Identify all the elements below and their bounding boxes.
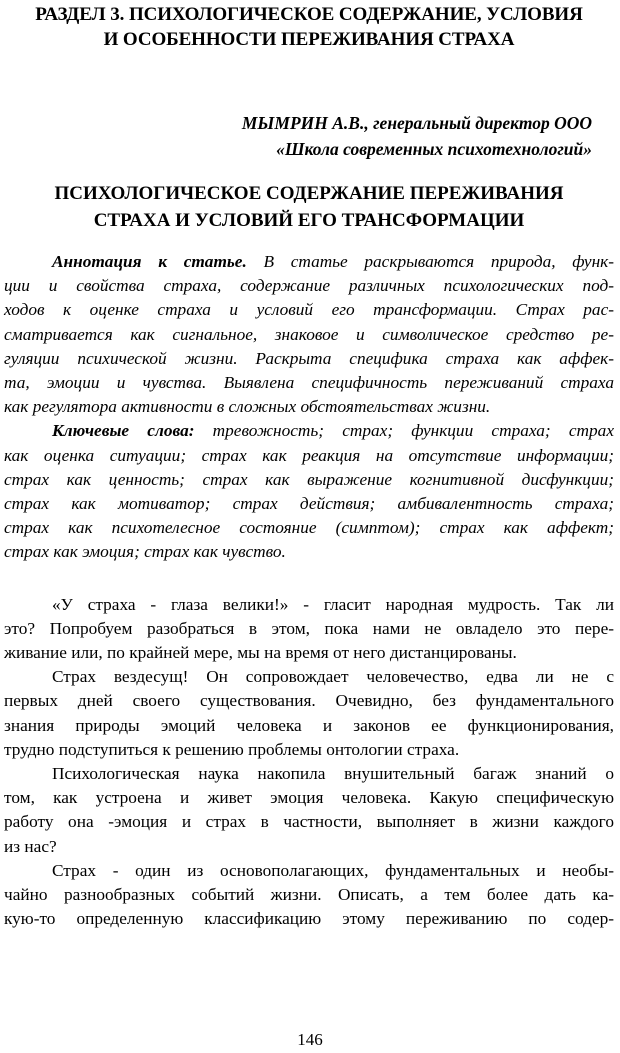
section-title-line: И ОСОБЕННОСТИ ПЕРЕЖИВАНИЯ СТРАХА	[103, 29, 515, 50]
abstract-block	[4, 250, 614, 565]
body-line: первых дней своего существования. Очевидно, без фундаментального	[4, 691, 614, 711]
section-title-line: РАЗДЕЛ 3. ПСИХОЛОГИЧЕСКОЕ СОДЕРЖАНИЕ, УСЛОВИЯ	[35, 4, 583, 25]
abstract-label: Аннотация к статье.	[52, 252, 247, 271]
body-line: Страх вездесущ! Он сопровождает человечество, едва ли не с	[52, 667, 614, 687]
abstract-line: гуляции психической жизни. Раскрыта специфика страха как аффек-	[4, 348, 614, 368]
article-title	[4, 180, 614, 234]
abstract-line: ходов к оценке страха и условий его трансформации. Страх рас-	[4, 300, 614, 320]
author-affiliation	[4, 110, 592, 162]
keywords-line: страх как психотелесное состояние (симптом); страх как аффект;	[4, 518, 614, 538]
abstract-line: та, эмоции и чувства. Выявлена специфичность переживаний страха	[4, 373, 614, 393]
article-title-line: ПСИХОЛОГИЧЕСКОЕ СОДЕРЖАНИЕ ПЕРЕЖИВАНИЯ	[54, 183, 564, 204]
body-line: кую-то определенную классификацию этому переживанию по содер-	[4, 909, 614, 929]
body-line: это? Попробуем разобраться в этом, пока нами не овладело это пере-	[4, 618, 614, 638]
body-line: Психологическая наука накопила внушительный багаж знаний о	[52, 764, 614, 784]
page-number: 146	[297, 1030, 323, 1049]
body-line: чайно разнообразных событий жизни. Описать, а тем более дать ка-	[4, 885, 614, 905]
keywords-label: Ключевые слова:	[52, 421, 195, 441]
body-line: работу она -эмоция и страх в частности, выполняет в жизни каждого	[4, 812, 614, 832]
keywords-line: страх как мотиватор; страх действия; амбивалентность страха;	[4, 494, 614, 514]
keywords-line: как оценка ситуации; страх как реакция на отсутствие информации;	[4, 445, 614, 465]
author-line: «Школа современных психотехнологий»	[276, 139, 592, 159]
page	[4, 0, 614, 931]
abstract-line: ции и свойства страха, содержание различных психологических под-	[4, 276, 614, 296]
body-line: знания природы эмоций человека и законов ее функционирования,	[4, 715, 614, 735]
keywords-line: страх как ценность; страх как выражение когнитивной дисфункции;	[4, 469, 614, 489]
body-line: трудно подступиться к решению проблемы онтологии страха.	[4, 739, 460, 759]
abstract-line: как регулятора активности в сложных обстоятельствах жизни.	[4, 397, 491, 417]
body-line: Страх - один из основополагающих, фундаментальных и необы-	[52, 860, 614, 880]
body-line: живание или, по крайней мере, мы на время от него дистанцированы.	[4, 643, 517, 663]
body-line: «У страха - глаза велики!» - гласит народная мудрость. Так ли	[52, 594, 614, 614]
body-text	[4, 593, 614, 932]
abstract-line: сматривается как сигнальное, знаковое и символическое средство ре-	[4, 324, 614, 344]
keywords-line: страх как эмоция; страх как чувство.	[4, 542, 286, 562]
body-line: том, как устроена и живет эмоция человека. Какую специфическую	[4, 788, 614, 808]
author-line: МЫМРИН А.В., генеральный директор ООО	[241, 113, 592, 133]
section-title	[4, 2, 614, 52]
body-line: из нас?	[4, 836, 57, 856]
keywords-line: Ключевые слова: тревожность; страх; функции страха; страх	[52, 421, 614, 441]
abstract-line: Аннотация к статье. В статье раскрываются природа, функ-	[52, 252, 615, 271]
article-title-line: СТРАХА И УСЛОВИЙ ЕГО ТРАНСФОРМАЦИИ	[93, 210, 525, 231]
